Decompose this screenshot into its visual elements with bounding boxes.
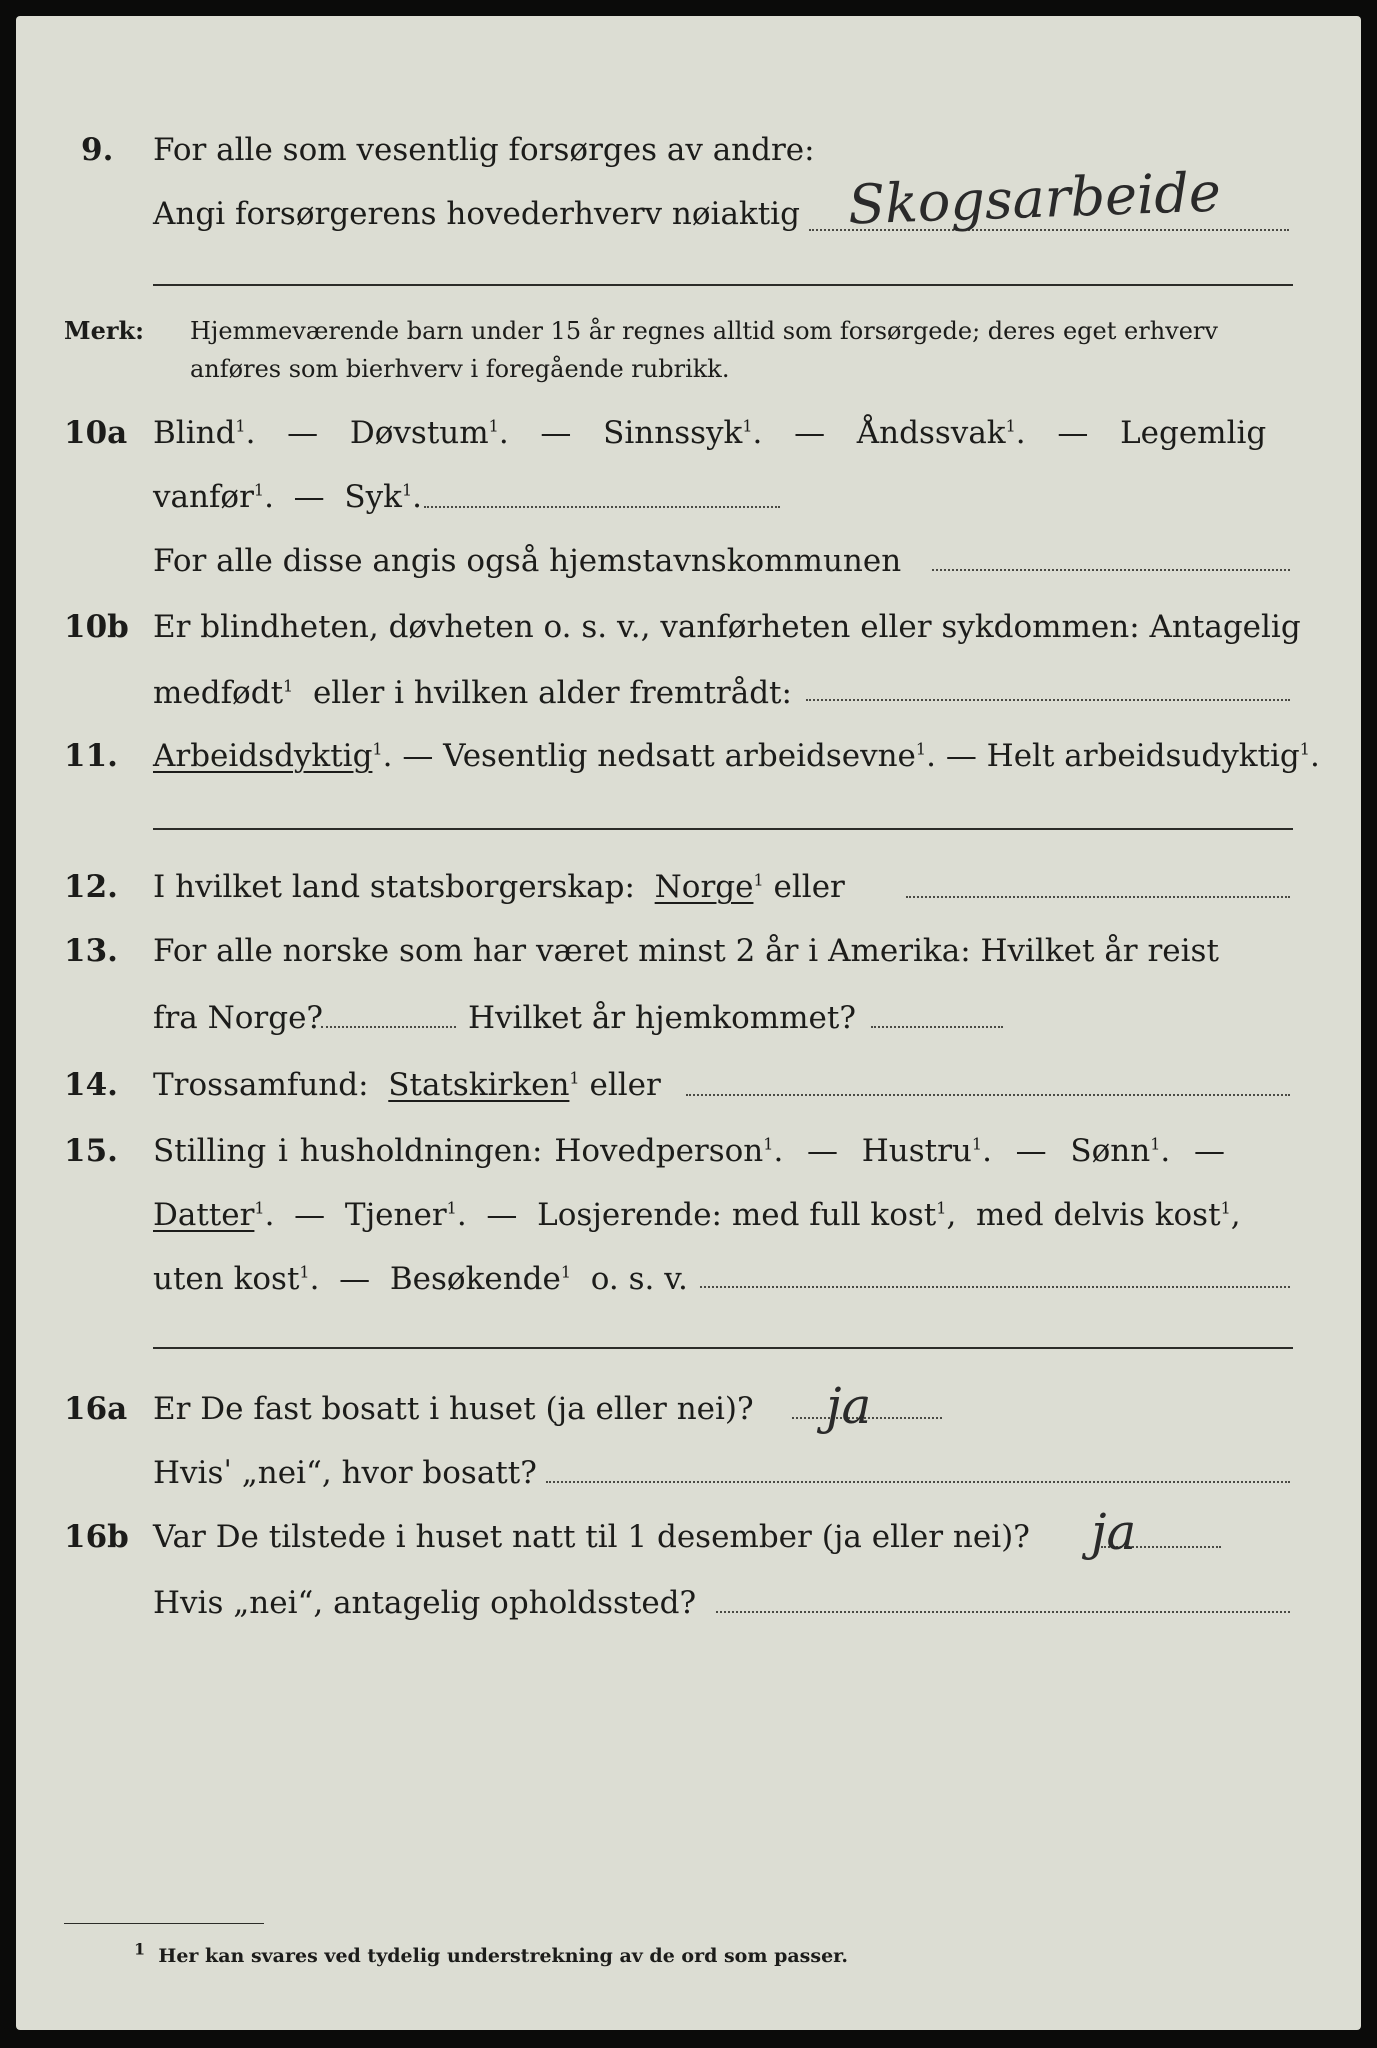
q13-reist-line (321, 1026, 456, 1028)
q16b-number: 16b (64, 1519, 129, 1555)
footnote-text: Her kan svares ved tydelig understrekning av de ord som passer. (158, 1945, 849, 1967)
q16b-line1: Var De tilstede i huset natt til 1 desember (ja eller nei)? (153, 1519, 1030, 1555)
q13-hjemkommet: Hvilket år hjemkommet? (468, 1000, 856, 1036)
merk-line1: Hjemmeværende barn under 15 år regnes alltid som forsørgede; deres eget erhverv (190, 317, 1218, 345)
q11-number: 11. (64, 738, 118, 774)
q16a-line2: Hvisˈ „nei“, hvor bosatt? (153, 1455, 537, 1491)
q16b-line2: Hvis „nei“, antagelig opholdssted? (153, 1585, 697, 1621)
q14-number: 14. (64, 1067, 118, 1103)
q9-handwritten-answer: Skogsarbeide (846, 160, 1222, 237)
q9-number: 9. (81, 132, 114, 168)
q10a-line3: For alle disse angis også hjemstavnskommunen (153, 543, 902, 579)
q11-arbeidsdyktig-underlined: Arbeidsdyktig (153, 738, 373, 774)
q15-blank-rule (153, 1347, 1293, 1349)
q15-stilling-line (700, 1286, 1290, 1288)
q15-number: 15. (64, 1133, 118, 1169)
q16a-bosatt-line (546, 1481, 1290, 1483)
q12-norge-underlined: Norge (654, 869, 754, 905)
q10b-number: 10b (64, 609, 129, 645)
footnote-rule (64, 1923, 264, 1924)
q11-line1: Arbeidsdyktig$^1$. — Vesentlig nedsatt arbeidsevne$^1$. — Helt arbeidsudyktig$^1$. (153, 738, 1320, 774)
q10b-line2: medfødt$^1$ eller i hvilken alder fremtrådt: (153, 675, 792, 711)
merk-line2: anføres som bierhverv i foregående rubrikk. (190, 355, 730, 383)
footnote-mark: 1 (134, 1939, 146, 1959)
q10a-line2: vanfør$^1$. — Syk$^1$. (153, 479, 422, 515)
q9-blank-rule (153, 284, 1293, 286)
q16b-handwritten-answer: ja (1091, 1503, 1137, 1561)
q15-line3: uten kost$^1$. — Besøkende$^1$ o. s. v. (153, 1261, 688, 1297)
q16a-handwritten-answer: ja (826, 1377, 872, 1435)
q13-fra: fra Norge? (153, 1000, 324, 1036)
q11-blank-rule (153, 828, 1293, 830)
q9-line1: For alle som vesentlig forsørges av andre: (153, 132, 815, 168)
q13-line1: For alle norske som har været minst 2 år i Amerika: Hvilket år reist (153, 933, 1219, 969)
q10a-syk-line (424, 506, 780, 508)
q10a-line1: Blind$^1$. — Døvstum$^1$. — Sinnssyk$^1$. — Åndssvak$^1$. — Legemlig (153, 415, 1267, 451)
q16a-number: 16a (64, 1391, 128, 1427)
q12-line1: I hvilket land statsborgerskap: Norge$^1$ eller (153, 869, 845, 905)
q14-statskirken-underlined: Statskirken (388, 1067, 570, 1103)
q14-line1: Trossamfund: Statskirken$^1$ eller (153, 1067, 661, 1103)
q9-line2: Angi forsørgerens hovederhverv nøiaktig (153, 196, 800, 232)
q10b-alder-line (806, 699, 1290, 701)
q10a-number: 10a (64, 415, 128, 451)
q13-number: 13. (64, 933, 118, 969)
q15-line1: Stilling i husholdningen: Hovedperson$^1$. — Hustru$^1$. — Sønn$^1$. — (153, 1133, 1225, 1169)
q13-hjemkommet-line (871, 1026, 1003, 1028)
footnote (134, 1939, 849, 1968)
q10a-hjemstavn-line (932, 569, 1290, 571)
q10b-line1: Er blindheten, døvheten o. s. v., vanførheten eller sykdommen: Antagelig (153, 609, 1301, 645)
q12-number: 12. (64, 869, 118, 905)
q16a-line1: Er De fast bosatt i huset (ja eller nei)? (153, 1391, 754, 1427)
census-form-page (16, 16, 1361, 2030)
q12-land-line (906, 896, 1290, 898)
q16b-opholdssted-line (716, 1611, 1290, 1613)
q15-line2: Datter$^1$. — Tjener$^1$. — Losjerende: med full kost$^1$, med delvis kost$^1$, (153, 1197, 1241, 1233)
merk-label: Merk: (64, 316, 144, 345)
q15-datter-underlined: Datter (153, 1197, 255, 1233)
q14-trossamfund-line (686, 1094, 1290, 1096)
